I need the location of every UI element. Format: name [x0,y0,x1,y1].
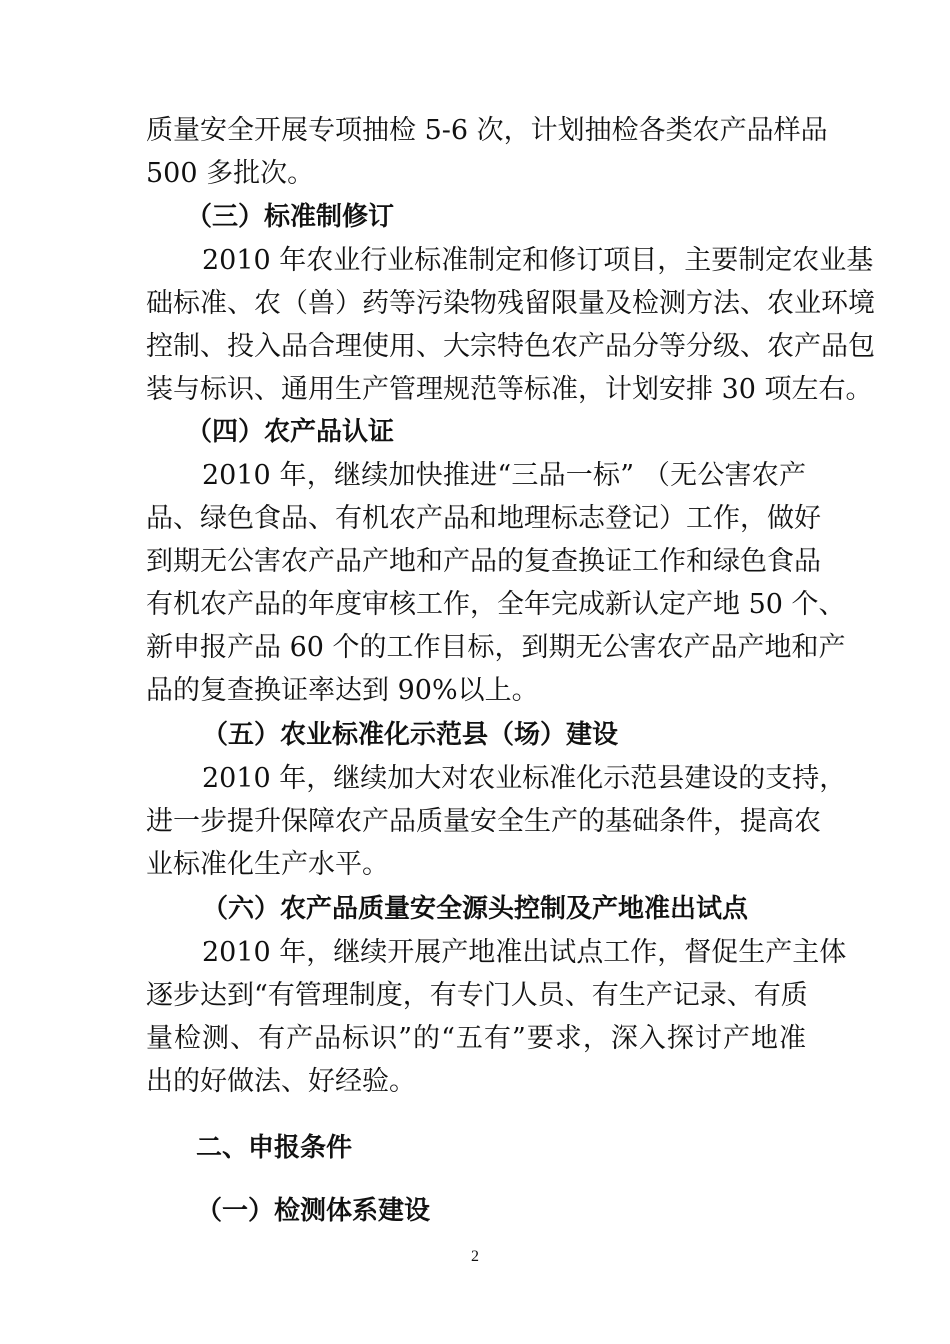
paragraph-line: 装与标识、通用生产管理规范等标准，计划安排 30 项左右。 [146,374,873,405]
paragraph-line: 进一步提升保障农产品质量安全生产的基础条件，提高农 [146,806,821,837]
paragraph-line: 业标准化生产水平。 [146,849,389,880]
chapter-heading: 二、申报条件 [196,1133,353,1163]
paragraph-line: 有机农产品的年度审核工作，全年完成新认定产地 50 个、 [146,589,846,620]
paragraph-line: 2010 年，继续加大对农业标准化示范县建设的支持， [202,763,847,794]
section-heading: （三）标准制修订 [186,202,395,232]
paragraph-line: 品、绿色食品、有机农产品和地理标志登记）工作，做好 [146,503,821,534]
section-heading: （五）农业标准化示范县（场）建设 [202,720,619,750]
paragraph-line: 500 多批次。 [146,158,315,189]
paragraph-line: 量检测、有产品标识”的“五有”要求，深入探讨产地准 [146,1023,806,1054]
section-heading: （一）检测体系建设 [196,1196,431,1226]
paragraph-line: 2010 年，继续开展产地准出试点工作，督促生产主体 [202,937,847,968]
paragraph-line: 础标准、农（兽）药等污染物残留限量及检测方法、农业环境 [146,288,875,319]
section-heading: （四）农产品认证 [186,417,395,447]
paragraph-line: 2010 年，继续加快推进“三品一标” （无公害农产 [202,460,806,491]
paragraph-line: 出的好做法、好经验。 [146,1066,416,1097]
paragraph-line: 质量安全开展专项抽检 5-6 次，计划抽检各类农产品样品 [146,115,828,146]
section-heading: （六）农产品质量安全源头控制及产地准出试点 [202,894,749,924]
paragraph-line: 2010 年农业行业标准制定和修订项目，主要制定农业基 [202,245,874,276]
paragraph-line: 逐步达到“有管理制度，有专门人员、有生产记录、有质 [146,980,808,1011]
paragraph-line: 新申报产品 60 个的工作目标，到期无公害农产品产地和产 [146,632,846,663]
paragraph-line: 到期无公害农产品产地和产品的复查换证工作和绿色食品 [146,546,821,577]
paragraph-line: 品的复查换证率达到 90%以上。 [146,675,539,706]
paragraph-line: 控制、投入品合理使用、大宗特色农产品分等分级、农产品包 [146,331,875,362]
page-number: 2 [471,1248,479,1265]
